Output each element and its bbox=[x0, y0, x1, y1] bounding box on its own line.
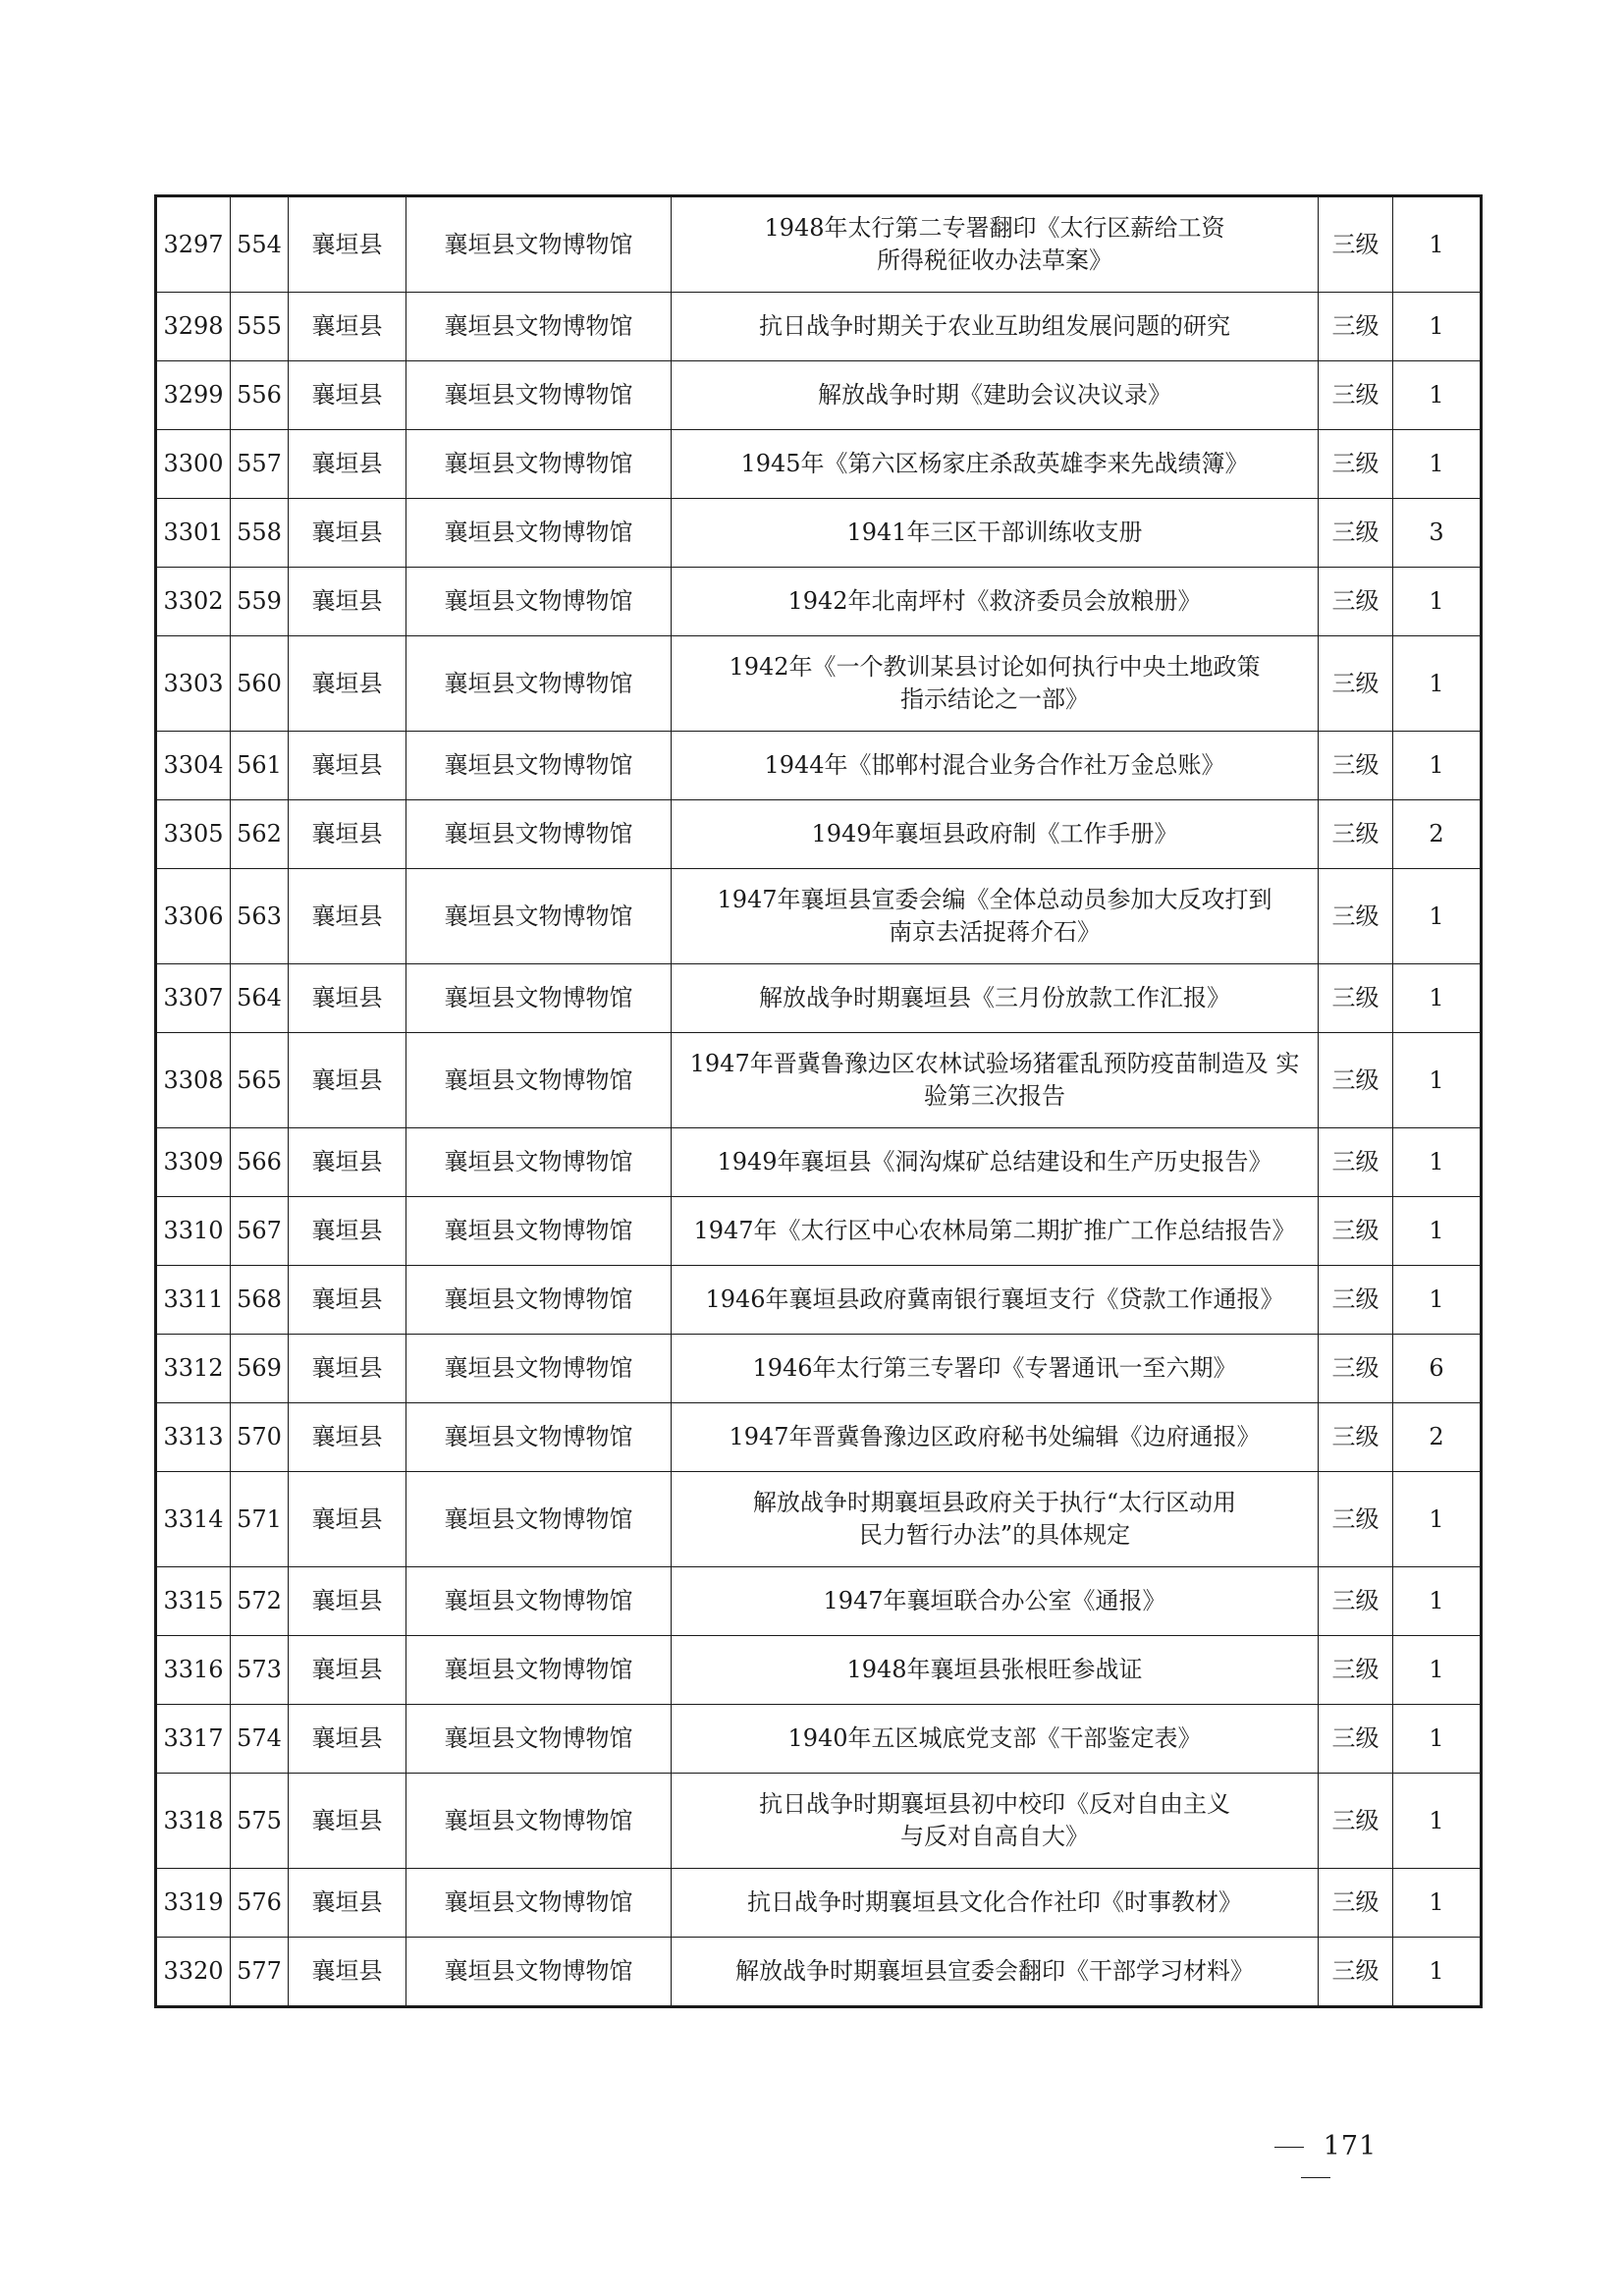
cell-quantity: 1 bbox=[1393, 1774, 1482, 1869]
cell-grade: 三级 bbox=[1319, 732, 1393, 800]
table-row bbox=[156, 293, 1482, 361]
table-row bbox=[156, 1472, 1482, 1567]
cell-quantity: 1 bbox=[1393, 1869, 1482, 1938]
cell-unit: 襄垣县文物博物馆 bbox=[406, 732, 672, 800]
footer-dash-right bbox=[1301, 2177, 1330, 2179]
cell-title-line: 1947年襄垣县宣委会编《全体总动员参加大反攻打到 bbox=[717, 886, 1272, 913]
cell-unit: 襄垣县文物博物馆 bbox=[406, 1636, 672, 1705]
table-row bbox=[156, 1705, 1482, 1774]
cell-serial: 3312 bbox=[156, 1335, 231, 1403]
cell-number: 555 bbox=[231, 293, 289, 361]
cell-county: 襄垣县 bbox=[289, 1636, 406, 1705]
page-footer bbox=[1227, 2131, 1404, 2192]
cell-quantity: 1 bbox=[1393, 636, 1482, 732]
cell-title-line: 解放战争时期襄垣县《三月份放款工作汇报》 bbox=[759, 984, 1230, 1011]
cell-number: 562 bbox=[231, 800, 289, 869]
cell-quantity: 1 bbox=[1393, 196, 1482, 293]
cell-county: 襄垣县 bbox=[289, 1197, 406, 1266]
cell-grade: 三级 bbox=[1319, 1567, 1393, 1636]
cell-title bbox=[672, 430, 1319, 499]
cell-number: 576 bbox=[231, 1869, 289, 1938]
cell-serial: 3303 bbox=[156, 636, 231, 732]
cell-grade: 三级 bbox=[1319, 1335, 1393, 1403]
cell-unit: 襄垣县文物博物馆 bbox=[406, 1774, 672, 1869]
cell-grade: 三级 bbox=[1319, 499, 1393, 568]
cell-title-line: 1948年太行第二专署翻印《太行区薪给工资 bbox=[764, 214, 1225, 242]
cell-quantity: 1 bbox=[1393, 1472, 1482, 1567]
cell-grade: 三级 bbox=[1319, 964, 1393, 1033]
cell-number: 563 bbox=[231, 869, 289, 964]
cell-unit: 襄垣县文物博物馆 bbox=[406, 1567, 672, 1636]
cell-title-line: 与反对自高自大》 bbox=[900, 1823, 1089, 1850]
cell-title bbox=[672, 1033, 1319, 1128]
cell-serial: 3305 bbox=[156, 800, 231, 869]
cell-county: 襄垣县 bbox=[289, 1033, 406, 1128]
cell-grade: 三级 bbox=[1319, 1033, 1393, 1128]
cell-title-line: 解放战争时期《建助会议决议录》 bbox=[818, 381, 1171, 409]
table-row bbox=[156, 1266, 1482, 1335]
cell-quantity: 1 bbox=[1393, 568, 1482, 636]
cell-county: 襄垣县 bbox=[289, 1938, 406, 2007]
table-row bbox=[156, 800, 1482, 869]
table-row bbox=[156, 361, 1482, 430]
cell-title bbox=[672, 1128, 1319, 1197]
cell-grade: 三级 bbox=[1319, 1403, 1393, 1472]
cell-quantity: 2 bbox=[1393, 1403, 1482, 1472]
cell-title-line: 1947年襄垣联合办公室《通报》 bbox=[823, 1587, 1166, 1614]
cell-title-line: 解放战争时期襄垣县宣委会翻印《干部学习材料》 bbox=[735, 1957, 1254, 1985]
cell-county: 襄垣县 bbox=[289, 1567, 406, 1636]
table-row bbox=[156, 1403, 1482, 1472]
table-row bbox=[156, 196, 1482, 293]
cell-county: 襄垣县 bbox=[289, 361, 406, 430]
cell-county: 襄垣县 bbox=[289, 1869, 406, 1938]
cell-quantity: 1 bbox=[1393, 1938, 1482, 2007]
cell-title-line: 所得税征收办法草案》 bbox=[877, 246, 1112, 274]
cell-number: 560 bbox=[231, 636, 289, 732]
cell-title bbox=[672, 964, 1319, 1033]
cell-title-line: 1947年晋冀鲁豫边区农林试验场猪霍乱预防疫苗制造及 实 bbox=[689, 1050, 1300, 1077]
cell-grade: 三级 bbox=[1319, 1938, 1393, 2007]
cell-grade: 三级 bbox=[1319, 1197, 1393, 1266]
cell-title-line: 1949年襄垣县《洞沟煤矿总结建设和生产历史报告》 bbox=[717, 1148, 1272, 1175]
table-row bbox=[156, 1033, 1482, 1128]
cell-number: 569 bbox=[231, 1335, 289, 1403]
cell-grade: 三级 bbox=[1319, 1266, 1393, 1335]
cell-number: 577 bbox=[231, 1938, 289, 2007]
cell-serial: 3319 bbox=[156, 1869, 231, 1938]
table-row bbox=[156, 1869, 1482, 1938]
cell-title-line: 指示结论之一部》 bbox=[900, 685, 1089, 713]
cell-county: 襄垣县 bbox=[289, 869, 406, 964]
cell-quantity: 1 bbox=[1393, 1128, 1482, 1197]
cell-grade: 三级 bbox=[1319, 568, 1393, 636]
cell-serial: 3304 bbox=[156, 732, 231, 800]
cell-unit: 襄垣县文物博物馆 bbox=[406, 869, 672, 964]
cell-number: 575 bbox=[231, 1774, 289, 1869]
cell-grade: 三级 bbox=[1319, 196, 1393, 293]
cell-unit: 襄垣县文物博物馆 bbox=[406, 568, 672, 636]
cell-grade: 三级 bbox=[1319, 869, 1393, 964]
cell-serial: 3316 bbox=[156, 1636, 231, 1705]
cell-serial: 3314 bbox=[156, 1472, 231, 1567]
cell-grade: 三级 bbox=[1319, 430, 1393, 499]
cell-unit: 襄垣县文物博物馆 bbox=[406, 1335, 672, 1403]
table-row bbox=[156, 1938, 1482, 2007]
cell-title-line: 1946年襄垣县政府冀南银行襄垣支行《贷款工作通报》 bbox=[705, 1285, 1284, 1313]
cell-number: 554 bbox=[231, 196, 289, 293]
cell-serial: 3320 bbox=[156, 1938, 231, 2007]
cell-title-line: 1947年《太行区中心农林局第二期扩推广工作总结报告》 bbox=[693, 1217, 1296, 1244]
cell-serial: 3306 bbox=[156, 869, 231, 964]
cell-quantity: 1 bbox=[1393, 361, 1482, 430]
cell-title bbox=[672, 568, 1319, 636]
cell-title-line: 1947年晋冀鲁豫边区政府秘书处编辑《边府通报》 bbox=[729, 1423, 1261, 1450]
table-row bbox=[156, 1774, 1482, 1869]
cell-unit: 襄垣县文物博物馆 bbox=[406, 1033, 672, 1128]
cell-title-line: 1944年《邯郸村混合业务合作社万金总账》 bbox=[764, 751, 1225, 779]
cell-serial: 3299 bbox=[156, 361, 231, 430]
cell-county: 襄垣县 bbox=[289, 568, 406, 636]
table-row bbox=[156, 1197, 1482, 1266]
cell-grade: 三级 bbox=[1319, 293, 1393, 361]
table-row bbox=[156, 1335, 1482, 1403]
cell-quantity: 1 bbox=[1393, 869, 1482, 964]
cell-number: 570 bbox=[231, 1403, 289, 1472]
cell-title bbox=[672, 1705, 1319, 1774]
cell-serial: 3311 bbox=[156, 1266, 231, 1335]
cell-unit: 襄垣县文物博物馆 bbox=[406, 1266, 672, 1335]
cell-unit: 襄垣县文物博物馆 bbox=[406, 430, 672, 499]
cell-number: 564 bbox=[231, 964, 289, 1033]
table-row bbox=[156, 964, 1482, 1033]
cell-unit: 襄垣县文物博物馆 bbox=[406, 1869, 672, 1938]
cell-number: 556 bbox=[231, 361, 289, 430]
cell-grade: 三级 bbox=[1319, 361, 1393, 430]
cell-grade: 三级 bbox=[1319, 1472, 1393, 1567]
cell-serial: 3318 bbox=[156, 1774, 231, 1869]
cell-county: 襄垣县 bbox=[289, 636, 406, 732]
cell-serial: 3302 bbox=[156, 568, 231, 636]
cell-county: 襄垣县 bbox=[289, 1403, 406, 1472]
cell-serial: 3309 bbox=[156, 1128, 231, 1197]
cell-serial: 3308 bbox=[156, 1033, 231, 1128]
cell-title bbox=[672, 1567, 1319, 1636]
footer-dash-left bbox=[1274, 2147, 1304, 2149]
cell-unit: 襄垣县文物博物馆 bbox=[406, 1938, 672, 2007]
cell-serial: 3317 bbox=[156, 1705, 231, 1774]
cell-serial: 3313 bbox=[156, 1403, 231, 1472]
cell-title-line: 验第三次报告 bbox=[924, 1082, 1065, 1110]
cell-unit: 襄垣县文物博物馆 bbox=[406, 1403, 672, 1472]
cell-title bbox=[672, 1938, 1319, 2007]
cell-title bbox=[672, 869, 1319, 964]
cell-county: 襄垣县 bbox=[289, 1335, 406, 1403]
cell-grade: 三级 bbox=[1319, 1774, 1393, 1869]
cell-unit: 襄垣县文物博物馆 bbox=[406, 1128, 672, 1197]
cell-quantity: 1 bbox=[1393, 430, 1482, 499]
cell-title-line: 民力暂行办法”的具体规定 bbox=[858, 1521, 1131, 1549]
cell-title bbox=[672, 293, 1319, 361]
cell-number: 561 bbox=[231, 732, 289, 800]
table-row bbox=[156, 568, 1482, 636]
cell-title-line: 1940年五区城底党支部《干部鉴定表》 bbox=[787, 1724, 1202, 1752]
cell-number: 567 bbox=[231, 1197, 289, 1266]
cell-title-line: 1948年襄垣县张根旺参战证 bbox=[846, 1656, 1143, 1683]
cell-county: 襄垣县 bbox=[289, 732, 406, 800]
cell-title-line: 南京去活捉蒋介石》 bbox=[889, 918, 1101, 946]
cell-grade: 三级 bbox=[1319, 1705, 1393, 1774]
cell-county: 襄垣县 bbox=[289, 499, 406, 568]
cell-serial: 3307 bbox=[156, 964, 231, 1033]
cell-unit: 襄垣县文物博物馆 bbox=[406, 1472, 672, 1567]
cell-grade: 三级 bbox=[1319, 1128, 1393, 1197]
cell-serial: 3310 bbox=[156, 1197, 231, 1266]
cell-unit: 襄垣县文物博物馆 bbox=[406, 636, 672, 732]
table-row bbox=[156, 1636, 1482, 1705]
cell-serial: 3297 bbox=[156, 196, 231, 293]
cell-number: 565 bbox=[231, 1033, 289, 1128]
cell-county: 襄垣县 bbox=[289, 293, 406, 361]
cell-unit: 襄垣县文物博物馆 bbox=[406, 293, 672, 361]
cell-title-line: 1942年北南坪村《救济委员会放粮册》 bbox=[787, 587, 1202, 615]
table-row bbox=[156, 499, 1482, 568]
cell-unit: 襄垣县文物博物馆 bbox=[406, 1705, 672, 1774]
cell-number: 572 bbox=[231, 1567, 289, 1636]
cell-title-line: 1946年太行第三专署印《专署通讯一至六期》 bbox=[752, 1354, 1237, 1382]
cell-unit: 襄垣县文物博物馆 bbox=[406, 964, 672, 1033]
cell-number: 559 bbox=[231, 568, 289, 636]
cell-title bbox=[672, 636, 1319, 732]
cell-quantity: 1 bbox=[1393, 1636, 1482, 1705]
cell-county: 襄垣县 bbox=[289, 1128, 406, 1197]
cell-title bbox=[672, 1197, 1319, 1266]
cell-title bbox=[672, 1774, 1319, 1869]
cell-grade: 三级 bbox=[1319, 636, 1393, 732]
cell-unit: 襄垣县文物博物馆 bbox=[406, 196, 672, 293]
cell-title bbox=[672, 1403, 1319, 1472]
cell-title bbox=[672, 1472, 1319, 1567]
cell-county: 襄垣县 bbox=[289, 1774, 406, 1869]
table-row bbox=[156, 869, 1482, 964]
cell-quantity: 1 bbox=[1393, 964, 1482, 1033]
cell-county: 襄垣县 bbox=[289, 800, 406, 869]
cell-title bbox=[672, 1869, 1319, 1938]
cell-number: 558 bbox=[231, 499, 289, 568]
cell-title bbox=[672, 361, 1319, 430]
cell-title-line: 抗日战争时期襄垣县文化合作社印《时事教材》 bbox=[747, 1888, 1242, 1916]
cell-grade: 三级 bbox=[1319, 1869, 1393, 1938]
cell-quantity: 2 bbox=[1393, 800, 1482, 869]
cell-title bbox=[672, 196, 1319, 293]
cell-title bbox=[672, 1335, 1319, 1403]
cell-number: 568 bbox=[231, 1266, 289, 1335]
cell-title bbox=[672, 732, 1319, 800]
cell-number: 557 bbox=[231, 430, 289, 499]
cell-quantity: 6 bbox=[1393, 1335, 1482, 1403]
cell-county: 襄垣县 bbox=[289, 196, 406, 293]
relics-table bbox=[154, 194, 1483, 2008]
cell-unit: 襄垣县文物博物馆 bbox=[406, 361, 672, 430]
cell-title bbox=[672, 1636, 1319, 1705]
cell-number: 566 bbox=[231, 1128, 289, 1197]
page-number: 171 bbox=[1323, 2131, 1378, 2161]
cell-serial: 3298 bbox=[156, 293, 231, 361]
cell-title-line: 抗日战争时期襄垣县初中校印《反对自由主义 bbox=[759, 1790, 1230, 1818]
cell-quantity: 1 bbox=[1393, 1197, 1482, 1266]
table-body bbox=[156, 196, 1482, 2007]
cell-title bbox=[672, 800, 1319, 869]
cell-number: 571 bbox=[231, 1472, 289, 1567]
cell-number: 574 bbox=[231, 1705, 289, 1774]
table-row bbox=[156, 636, 1482, 732]
cell-county: 襄垣县 bbox=[289, 1705, 406, 1774]
cell-unit: 襄垣县文物博物馆 bbox=[406, 800, 672, 869]
cell-county: 襄垣县 bbox=[289, 1472, 406, 1567]
cell-title-line: 1945年《第六区杨家庄杀敌英雄李来先战绩簿》 bbox=[740, 450, 1249, 477]
cell-quantity: 1 bbox=[1393, 1567, 1482, 1636]
cell-unit: 襄垣县文物博物馆 bbox=[406, 499, 672, 568]
cell-title bbox=[672, 1266, 1319, 1335]
cell-title-line: 1941年三区干部训练收支册 bbox=[846, 519, 1143, 546]
cell-county: 襄垣县 bbox=[289, 1266, 406, 1335]
cell-quantity: 1 bbox=[1393, 732, 1482, 800]
cell-county: 襄垣县 bbox=[289, 430, 406, 499]
cell-grade: 三级 bbox=[1319, 1636, 1393, 1705]
cell-grade: 三级 bbox=[1319, 800, 1393, 869]
cell-quantity: 1 bbox=[1393, 1705, 1482, 1774]
cell-quantity: 1 bbox=[1393, 293, 1482, 361]
cell-unit: 襄垣县文物博物馆 bbox=[406, 1197, 672, 1266]
cell-serial: 3300 bbox=[156, 430, 231, 499]
cell-title-line: 1949年襄垣县政府制《工作手册》 bbox=[811, 820, 1178, 847]
cell-number: 573 bbox=[231, 1636, 289, 1705]
cell-title bbox=[672, 499, 1319, 568]
table-row bbox=[156, 1567, 1482, 1636]
table-row bbox=[156, 430, 1482, 499]
cell-quantity: 1 bbox=[1393, 1033, 1482, 1128]
table-row bbox=[156, 732, 1482, 800]
cell-quantity: 3 bbox=[1393, 499, 1482, 568]
cell-serial: 3315 bbox=[156, 1567, 231, 1636]
cell-county: 襄垣县 bbox=[289, 964, 406, 1033]
cell-serial: 3301 bbox=[156, 499, 231, 568]
cell-title-line: 抗日战争时期关于农业互助组发展问题的研究 bbox=[759, 312, 1230, 340]
cell-title-line: 解放战争时期襄垣县政府关于执行“太行区动用 bbox=[752, 1489, 1237, 1516]
cell-title-line: 1942年《一个教训某县讨论如何执行中央土地政策 bbox=[729, 653, 1261, 681]
cell-quantity: 1 bbox=[1393, 1266, 1482, 1335]
table-row bbox=[156, 1128, 1482, 1197]
